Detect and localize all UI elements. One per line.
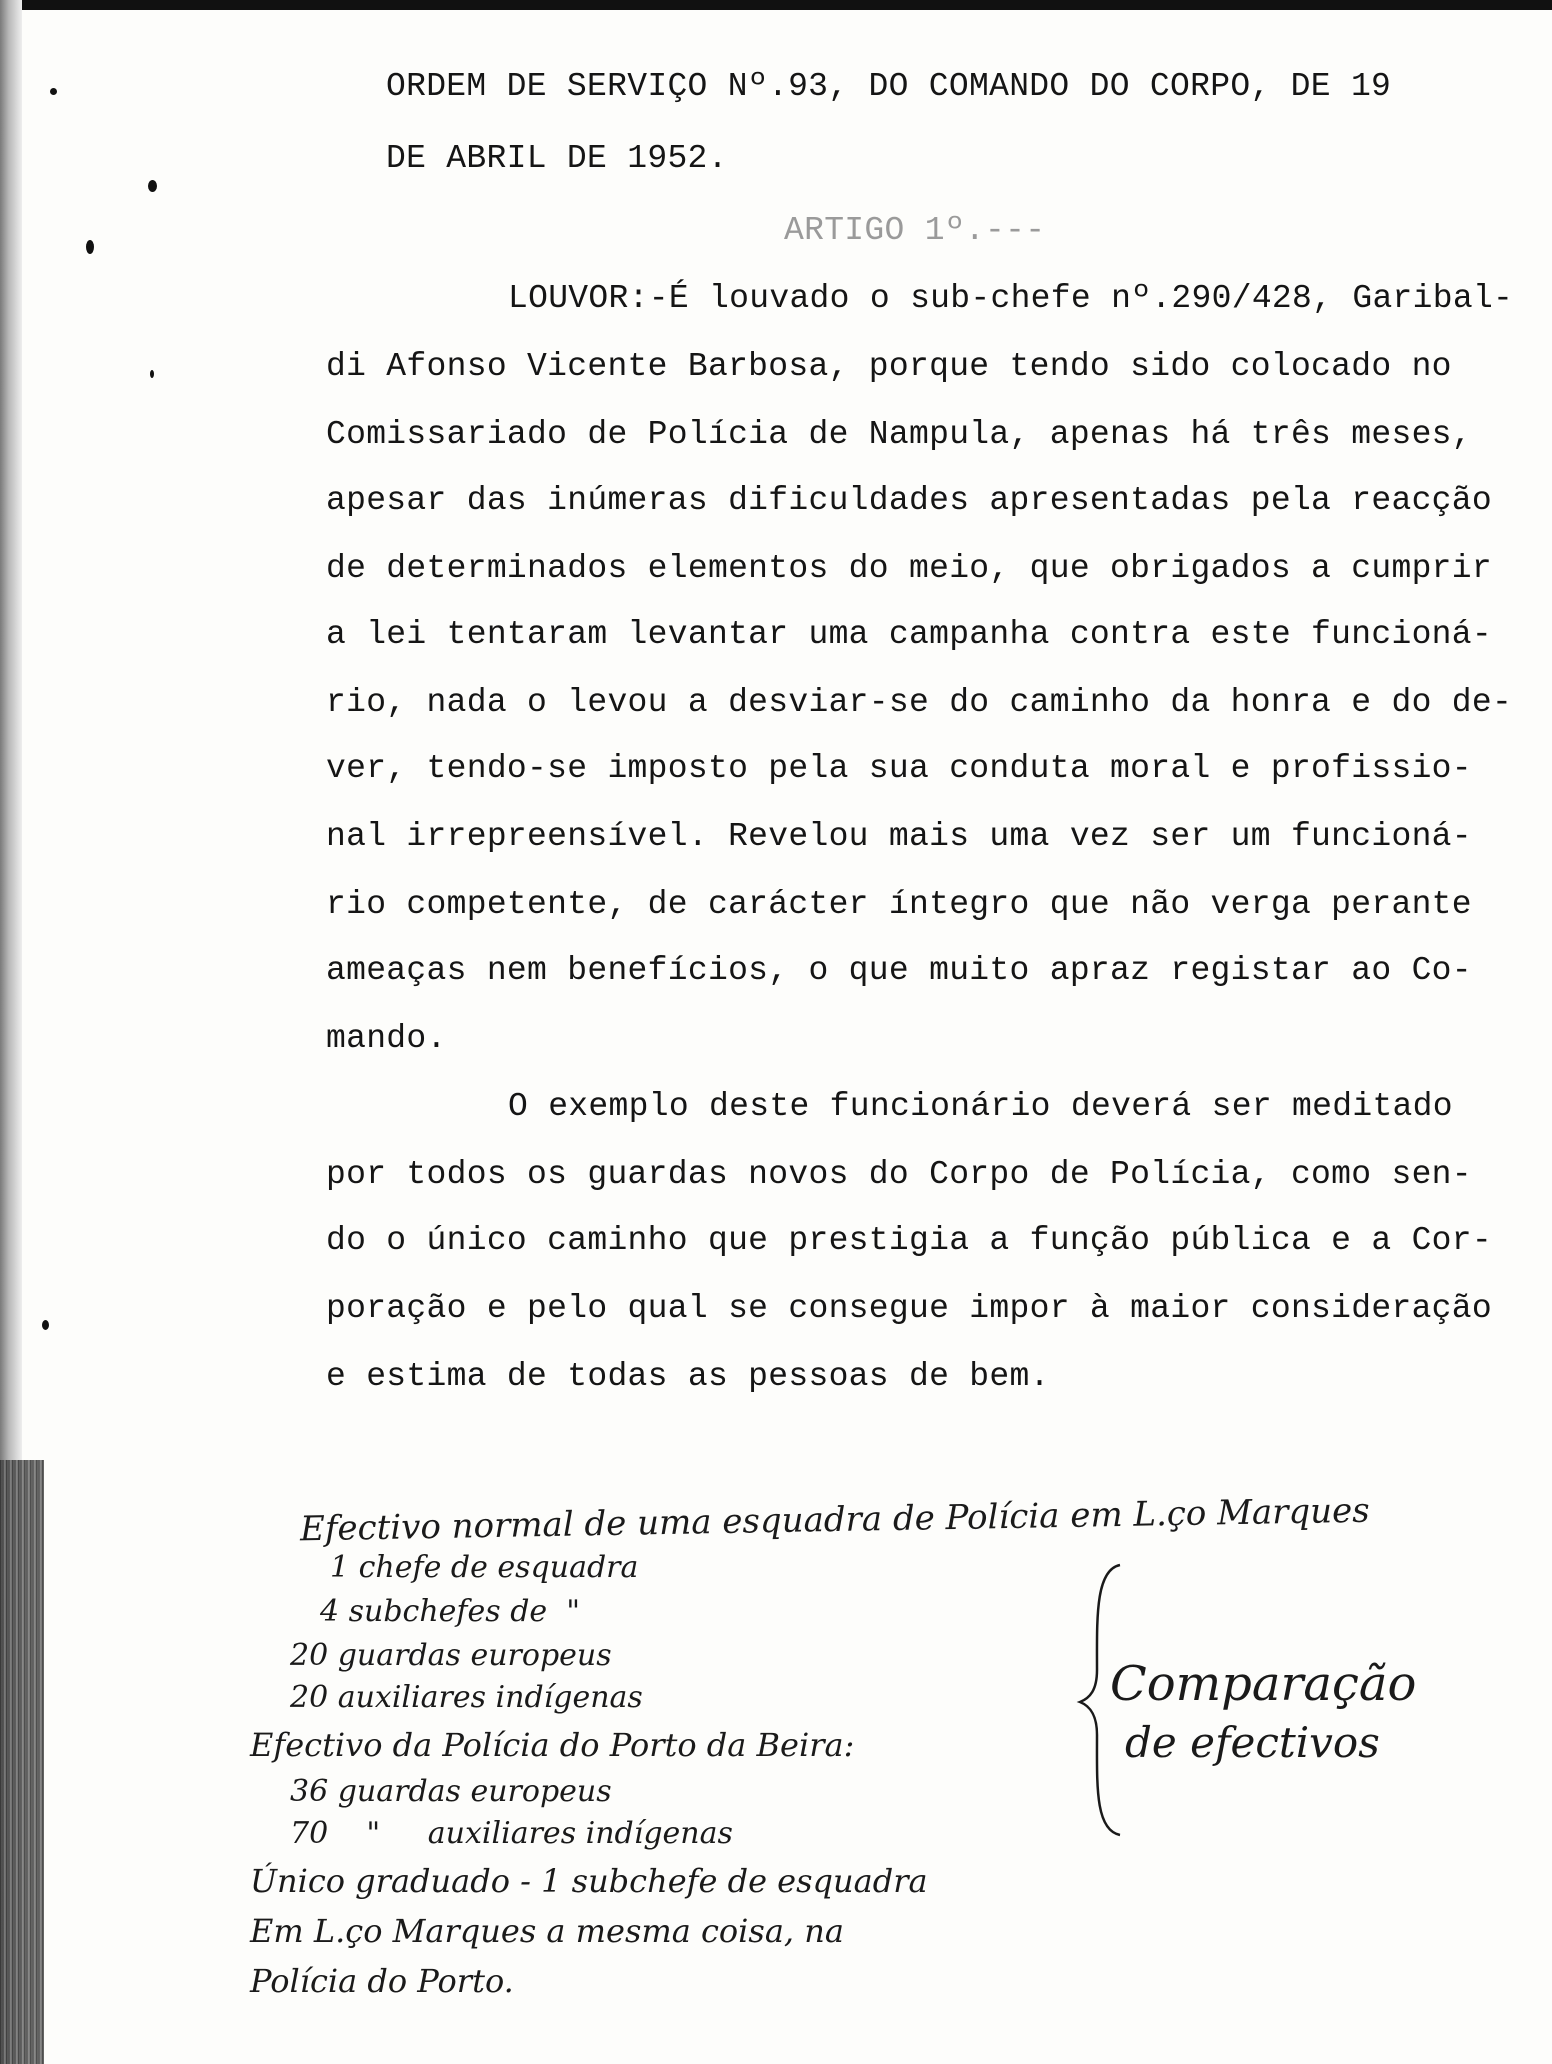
order-title-line-2: DE ABRIL DE 1952. (386, 140, 728, 177)
handwritten-note-line: 70 " auxiliares indígenas (290, 1816, 733, 1851)
paragraph-2-line: por todos os guardas novos do Corpo de Polícia, como sen- (326, 1156, 1472, 1193)
scan-top-border (0, 0, 1552, 10)
paragraph-1-line: rio, nada o levou a desviar-se do caminho da honra e do de- (326, 684, 1513, 721)
paragraph-2-line: e estima de todas as pessoas de bem. (326, 1358, 1050, 1395)
paragraph-2-line: poração e pelo qual se consegue impor à maior consideração (326, 1290, 1492, 1327)
handwritten-note-line: 36 guardas europeus (290, 1774, 612, 1809)
scan-binding-shadow (0, 1460, 44, 2064)
paragraph-2-line: O exemplo deste funcionário deverá ser meditado (508, 1088, 1453, 1125)
paragraph-1-line: ameaças nem benefícios, o que muito apraz registar ao Co- (326, 952, 1472, 989)
handwritten-note-line: 4 subchefes de " (320, 1594, 581, 1629)
scan-speck (42, 1320, 49, 1330)
handwritten-note-line: 1 chefe de esquadra (330, 1550, 639, 1585)
side-note-line: de efectivos (1125, 1718, 1380, 1767)
paragraph-1-line: Comissariado de Polícia de Nampula, apenas há três meses, (326, 416, 1472, 453)
side-note-line: Comparação (1110, 1656, 1417, 1712)
paragraph-1-line: apesar das inúmeras dificuldades apresentadas pela reacção (326, 482, 1492, 519)
paragraph-1-line: LOUVOR:-É louvado o sub-chefe nº.290/428, Garibal- (508, 280, 1514, 317)
paragraph-1-line: rio competente, de carácter íntegro que não verga perante (326, 886, 1472, 923)
article-heading: ARTIGO 1º.--- (784, 212, 1046, 249)
handwritten-note-line: Efectivo normal de uma esquadra de Polícia em L.ço Marques (299, 1490, 1371, 1550)
paragraph-1-line: mando. (326, 1020, 447, 1057)
paragraph-2-line: do o único caminho que prestigia a função pública e a Cor- (326, 1222, 1492, 1259)
handwritten-note-line: Efectivo da Polícia do Porto da Beira: (250, 1726, 855, 1764)
paragraph-1-line: nal irrepreensível. Revelou mais uma vez ser um funcioná- (326, 818, 1472, 855)
handwritten-note-line: Polícia do Porto. (250, 1962, 514, 2000)
scan-speck (50, 88, 57, 95)
paragraph-1-line: di Afonso Vicente Barbosa, porque tendo sido colocado no (326, 348, 1452, 385)
handwritten-note-line: 20 guardas europeus (290, 1638, 612, 1673)
scan-speck (148, 180, 157, 192)
handwritten-note-line: 20 auxiliares indígenas (290, 1680, 643, 1715)
handwritten-note-line: Único graduado - 1 subchefe de esquadra (250, 1862, 928, 1900)
handwritten-note-line: Em L.ço Marques a mesma coisa, na (250, 1912, 844, 1950)
paragraph-1-line: a lei tentaram levantar uma campanha contra este funcioná- (326, 616, 1492, 653)
scan-speck (86, 240, 94, 254)
paragraph-1-line: de determinados elementos do meio, que obrigados a cumprir (326, 550, 1492, 587)
scan-speck (150, 370, 154, 378)
order-title-line-1: ORDEM DE SERVIÇO Nº.93, DO COMANDO DO CORPO, DE 19 (386, 68, 1392, 105)
paragraph-1-line: ver, tendo-se imposto pela sua conduta moral e profissio- (326, 750, 1472, 787)
